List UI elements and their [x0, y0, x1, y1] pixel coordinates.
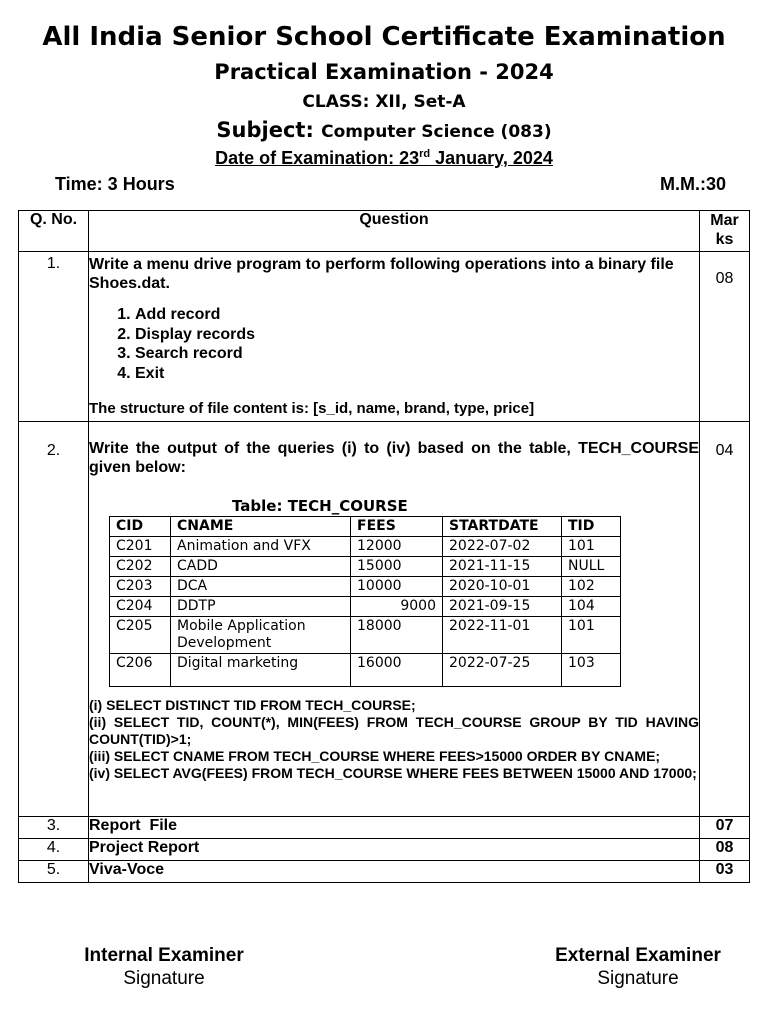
menu-option: 4. Exit [135, 364, 699, 384]
header-qno: Q. No. [19, 211, 89, 252]
file-structure: The structure of file content is: [s_id, name, brand, type, price] [89, 400, 535, 417]
cell: Animation and VFX [171, 537, 351, 557]
query: (iii) SELECT CNAME FROM TECH_COURSE WHERE FEES>15000 ORDER BY CNAME; [89, 748, 661, 764]
cell: C203 [110, 577, 171, 597]
question-row-5 [19, 861, 750, 883]
qno-4: 4. [19, 839, 89, 861]
cell: C202 [110, 557, 171, 577]
cell: 18000 [351, 617, 443, 654]
cell: C201 [110, 537, 171, 557]
marks-3: 07 [700, 817, 750, 839]
internal-examiner-signature [78, 945, 250, 990]
external-examiner-signature [548, 945, 728, 990]
menu-options [89, 305, 699, 383]
cell: 2021-11-15 [443, 557, 562, 577]
subject-label: Subject: [216, 118, 314, 142]
marks-1: 08 [700, 252, 750, 422]
question-5: Viva-Voce [89, 861, 700, 883]
cell: 2022-11-01 [443, 617, 562, 654]
exam-title: All India Senior School Certificate Examination [42, 22, 726, 52]
header-marks: Mar ks [700, 211, 750, 252]
cell: C204 [110, 597, 171, 617]
cell: 103 [562, 654, 621, 687]
query: (ii) SELECT TID, COUNT(*), MIN(FEES) FROM TECH_COURSE GROUP BY TID HAVING COUNT(TID)>1; [89, 714, 699, 747]
question-row-3 [19, 817, 750, 839]
cell: 10000 [351, 577, 443, 597]
exam-date [0, 148, 768, 169]
header-question: Question [89, 211, 700, 252]
cell: 9000 [351, 597, 443, 617]
cell: C206 [110, 654, 171, 687]
subject-line [0, 118, 768, 142]
class-set: CLASS: XII, Set-A [302, 92, 466, 112]
question-4: Project Report [89, 839, 700, 861]
col-tid: TID [562, 517, 621, 537]
table-header-row [19, 211, 750, 252]
col-fees: FEES [351, 517, 443, 537]
col-startdate: STARTDATE [443, 517, 562, 537]
marks-2: 04 [700, 422, 750, 817]
cell: DDTP [171, 597, 351, 617]
cell: 2022-07-02 [443, 537, 562, 557]
cell: 104 [562, 597, 621, 617]
cell: DCA [171, 577, 351, 597]
marks-4: 08 [700, 839, 750, 861]
cell: C205 [110, 617, 171, 654]
question-2-text: Write the output of the queries (i) to (iv) based on the table, TECH_COURSE given below: [89, 440, 699, 476]
question-1-text: Write a menu drive program to perform following operations into a binary file Shoes.dat. [89, 256, 674, 292]
external-examiner-label: External Examiner [555, 945, 721, 966]
question-table [18, 210, 750, 883]
date-suffix: January, 2024 [430, 148, 553, 168]
tech-course-header [110, 517, 621, 537]
question-row-2 [19, 422, 750, 817]
menu-option: 3. Search record [135, 344, 699, 364]
exam-name: Practical Examination - 2024 [214, 60, 554, 84]
cell: 2020-10-01 [443, 577, 562, 597]
cell: 101 [562, 537, 621, 557]
question-row-4 [19, 839, 750, 861]
table-row [110, 654, 621, 687]
query: (iv) SELECT AVG(FEES) FROM TECH_COURSE WHERE FEES BETWEEN 15000 AND 17000; [89, 765, 697, 781]
cell: 102 [562, 577, 621, 597]
table-row [110, 537, 621, 557]
cell: Mobile Application Development [171, 617, 351, 654]
qno-2: 2. [19, 422, 89, 817]
cell: 12000 [351, 537, 443, 557]
date-sup: rd [419, 148, 431, 160]
qno-3: 3. [19, 817, 89, 839]
internal-examiner-label: Internal Examiner [84, 945, 244, 966]
question-2 [89, 422, 700, 817]
cell: 15000 [351, 557, 443, 577]
question-row-1 [19, 252, 750, 422]
signature-label: Signature [597, 968, 679, 989]
time-allowed: Time: 3 Hours [55, 174, 175, 194]
question-1 [89, 252, 700, 422]
table-row [110, 557, 621, 577]
signature-label: Signature [123, 968, 205, 989]
qno-1: 1. [19, 252, 89, 422]
subject-value: Computer Science (083) [321, 122, 552, 142]
tech-course-table [109, 516, 621, 687]
table-row [110, 617, 621, 654]
cell: 101 [562, 617, 621, 654]
table-row [110, 597, 621, 617]
date-prefix: Date of Examination: 23 [215, 148, 420, 168]
table-caption: Table: TECH_COURSE [232, 497, 408, 515]
marks-5: 03 [700, 861, 750, 883]
question-3: Report File [89, 817, 700, 839]
col-cname: CNAME [171, 517, 351, 537]
menu-option: 1. Add record [135, 305, 699, 325]
cell: CADD [171, 557, 351, 577]
max-marks: M.M.:30 [659, 174, 726, 194]
menu-option: 2. Display records [135, 325, 699, 345]
cell: 2021-09-15 [443, 597, 562, 617]
cell: 16000 [351, 654, 443, 687]
cell: NULL [562, 557, 621, 577]
col-cid: CID [110, 517, 171, 537]
qno-5: 5. [19, 861, 89, 883]
table-row [110, 577, 621, 597]
cell: 2022-07-25 [443, 654, 562, 687]
query: (i) SELECT DISTINCT TID FROM TECH_COURSE; [89, 697, 416, 713]
sql-queries [89, 697, 699, 782]
cell: Digital marketing [171, 654, 351, 687]
